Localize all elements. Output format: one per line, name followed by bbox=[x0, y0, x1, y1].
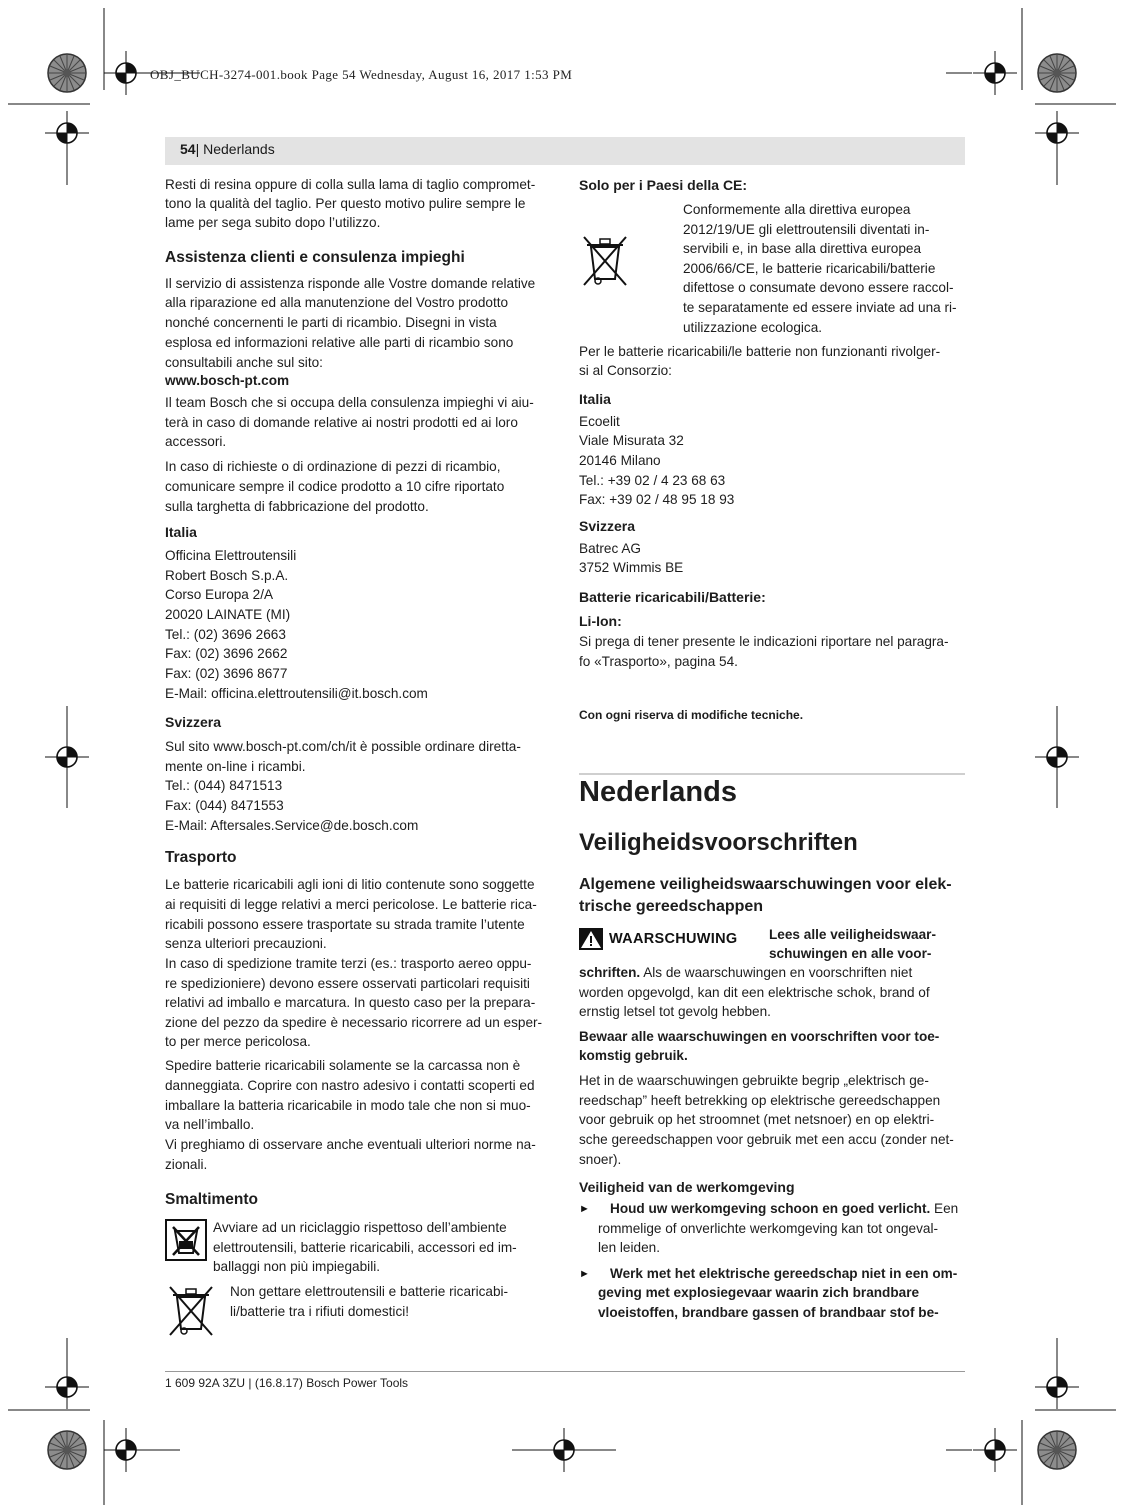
bullet-line: len leiden. bbox=[598, 1240, 660, 1255]
fax-line: Fax: (02) 3696 2662 bbox=[165, 646, 288, 661]
body-line: sche gereedschappen voor gebruik met een accu (zonder net- bbox=[579, 1132, 954, 1147]
crosshair-icon bbox=[542, 1428, 586, 1472]
body-line: In caso di richieste o di ordinazione di pezzi di ricambio, bbox=[165, 459, 501, 474]
bullet-arrow-icon: ► bbox=[579, 1268, 590, 1280]
address-line: 20020 LAINATE (MI) bbox=[165, 607, 291, 622]
registration-wheel-icon bbox=[1038, 54, 1076, 92]
page-footer: 1 609 92A 3ZU | (16.8.17) Bosch Power Tools bbox=[165, 1376, 409, 1390]
body-line: esplosa ed informazioni relative alle parti di ricambio sono bbox=[165, 335, 514, 350]
body-line: worden opgevolgd, kan dit een elektrische schok, brand of bbox=[579, 985, 930, 1000]
warning-text-rest: Als de waarschuwingen en voorschriften niet bbox=[640, 965, 913, 980]
crosshair-icon bbox=[973, 1428, 1017, 1472]
body-line: si al Consorzio: bbox=[579, 363, 672, 378]
bold-instruction: Bewaar alle waarschuwingen en voorschriften voor toe- bbox=[579, 1029, 940, 1044]
body-line: Le batterie ricaricabili agli ioni di litio contenute sono soggette bbox=[165, 877, 535, 892]
body-line: li/batterie tra i rifiuti domestici! bbox=[230, 1304, 410, 1319]
subheading-ce: Solo per i Paesi della CE: bbox=[579, 177, 748, 193]
body-line: Per le batterie ricaricabili/le batterie non funzionanti rivolger- bbox=[579, 344, 941, 359]
address-line: Officina Elettroutensili bbox=[165, 548, 297, 563]
body-line: elettroutensili, batterie ricaricabili, accessori ed im- bbox=[213, 1240, 517, 1255]
body-line: sulla targhetta di fabbricazione del prodotto. bbox=[165, 499, 429, 514]
crossed-bin-icon bbox=[579, 233, 631, 291]
warning-badge bbox=[579, 927, 755, 951]
body-line: terà in caso di domande relative ai nostri prodotti ed ai loro bbox=[165, 415, 518, 430]
body-line: snoer). bbox=[579, 1152, 622, 1167]
bullet-line: vloeistoffen, brandbare gassen of brandbaar stof be- bbox=[598, 1305, 939, 1320]
section-title: Veiligheidsvoorschriften bbox=[579, 829, 858, 856]
subheading-italia: Italia bbox=[579, 391, 611, 407]
body-line: accessori. bbox=[165, 434, 227, 449]
address-line: Viale Misurata 32 bbox=[579, 433, 684, 448]
body-line: ai requisiti di legge relativi a merci pericolose. Le batterie rica- bbox=[165, 897, 537, 912]
body-line: Spedire batterie ricaricabili solamente se la carcassa non è bbox=[165, 1058, 521, 1073]
bullet-rest: Een bbox=[930, 1201, 959, 1216]
recycling-icon bbox=[165, 1219, 207, 1261]
body-line: Resti di resina oppure di colla sulla lama di taglio compromet- bbox=[165, 177, 536, 192]
body-line: Avviare ad un riciclaggio rispettoso dell’ambiente bbox=[213, 1220, 507, 1235]
warning-label: WAARSCHUWING bbox=[609, 931, 738, 947]
section-name: | Nederlands bbox=[195, 141, 275, 157]
address-line: Robert Bosch S.p.A. bbox=[165, 568, 289, 583]
footer-rule bbox=[165, 1371, 965, 1372]
bold-instruction: komstig gebruik. bbox=[579, 1048, 688, 1063]
bullet-line: rommelige of onverlichte werkomgeving kan tot ongeval- bbox=[598, 1221, 939, 1236]
body-line: Sul sito www.bosch-pt.com/ch/it è possible ordinare diretta- bbox=[165, 739, 521, 754]
body-line: mente on-line i ricambi. bbox=[165, 759, 306, 774]
email-line: E-Mail: Aftersales.Service@de.bosch.com bbox=[165, 818, 419, 833]
body-line: zionali. bbox=[165, 1157, 208, 1172]
body-line: va nell’imballo. bbox=[165, 1117, 255, 1132]
email-line: E-Mail: officina.elettroutensili@it.bosch.com bbox=[165, 686, 428, 701]
warning-text: schuwingen en alle voor- bbox=[769, 946, 932, 961]
body-line: relativi ad imballo e marcatura. In questo caso per la prepara- bbox=[165, 995, 536, 1010]
body-line: ballaggi non più impiegabili. bbox=[213, 1259, 381, 1274]
body-line: nonché concernenti le parti di ricambio. Disegni in vista bbox=[165, 315, 497, 330]
crosshair-icon bbox=[104, 1428, 148, 1472]
subheading-italia: Italia bbox=[165, 524, 197, 540]
address-line: Ecoelit bbox=[579, 414, 620, 429]
body-line: fo «Trasporto», pagina 54. bbox=[579, 654, 738, 669]
body-line: Il servizio di assistenza risponde alle Vostre domande relative bbox=[165, 276, 536, 291]
body-line: to per merce pericolosa. bbox=[165, 1034, 311, 1049]
subheading-batterie: Batterie ricaricabili/Batterie: bbox=[579, 589, 766, 605]
registration-wheel-icon bbox=[1038, 1431, 1076, 1469]
body-line: 2006/66/CE, le batterie ricaricabili/batterie bbox=[683, 261, 936, 276]
address-line: 3752 Wimmis BE bbox=[579, 560, 684, 575]
body-line: In caso di spedizione tramite terzi (es.: trasporto aereo oppu- bbox=[165, 956, 532, 971]
crossed-bin-icon bbox=[165, 1283, 217, 1339]
page-header bbox=[180, 141, 275, 157]
body-line: Conformemente alla direttiva europea bbox=[683, 202, 911, 217]
body-line: voor gebruik op het stroomnet (met netsnoer) en op elektri- bbox=[579, 1112, 935, 1127]
crosshair-icon bbox=[973, 51, 1017, 95]
bullet-bold: Houd uw werkomgeving schoon en goed verlicht. bbox=[610, 1201, 931, 1216]
body-line: danneggiata. Coprire con nastro adesivo i contatti scoperti ed bbox=[165, 1078, 535, 1093]
subsection-title: Algemene veiligheidswaarschuwingen voor elek- bbox=[579, 876, 952, 893]
body-line: alla riparazione ed alla manutenzione del Vostro prodotto bbox=[165, 295, 509, 310]
body-line: Het in de waarschuwingen gebruikte begrip „elektrisch ge- bbox=[579, 1073, 929, 1088]
body-line: lame per sega subito dopo l’utilizzo. bbox=[165, 215, 381, 230]
body-line: reedschap” heeft betrekking op elektrische gereedschappen bbox=[579, 1093, 941, 1108]
body-line: consultabili anche sul sito: bbox=[165, 355, 323, 370]
body-line: servibili e, in base alla direttiva europea bbox=[683, 241, 922, 256]
phone-line: Tel.: +39 02 / 4 23 68 63 bbox=[579, 473, 726, 488]
warning-text-bold: schriften. bbox=[579, 965, 641, 980]
bullet-line: Werk met het elektrische gereedschap niet in een om- bbox=[610, 1266, 958, 1281]
crosshair-icon bbox=[1035, 1365, 1079, 1409]
body-line: senza ulteriori precauzioni. bbox=[165, 936, 327, 951]
body-line: utilizzazione ecologica. bbox=[683, 320, 823, 335]
body-line: zione del pezzo da spedire è necessario ricorrere ad un esper- bbox=[165, 1015, 543, 1030]
body-line: Vi preghiamo di osservare anche eventuali ulteriori norme na- bbox=[165, 1137, 536, 1152]
warning-text: Lees alle veiligheidswaar- bbox=[769, 927, 936, 942]
crosshair-icon bbox=[45, 111, 89, 155]
warning-triangle-icon bbox=[579, 928, 603, 950]
section-heading: Smaltimento bbox=[165, 1191, 259, 1208]
subheading-liion: Li-Ion: bbox=[579, 613, 622, 629]
address-line: 20146 Milano bbox=[579, 453, 661, 468]
body-line: imballare la batteria ricaricabile in modo tale che non si muo- bbox=[165, 1098, 531, 1113]
bullet-line: geving met explosiegevaar waarin zich brandbare bbox=[598, 1285, 920, 1300]
crosshair-icon bbox=[45, 1365, 89, 1409]
disclaimer: Con ogni riserva di modifiche tecniche. bbox=[579, 708, 804, 722]
crosshair-icon bbox=[1035, 735, 1079, 779]
subsection-title: trische gereedschappen bbox=[579, 898, 764, 915]
crosshair-icon bbox=[45, 735, 89, 779]
subheading-werkomgeving: Veiligheid van de werkomgeving bbox=[579, 1179, 795, 1195]
page-header-band bbox=[165, 137, 965, 165]
body-line: Si prega di tener presente le indicazioni riportare nel paragra- bbox=[579, 634, 949, 649]
fax-line: Fax: (02) 3696 8677 bbox=[165, 666, 288, 681]
bullet-arrow-icon: ► bbox=[579, 1203, 590, 1215]
body-line: tono la qualità del taglio. Per questo motivo pulire sempre le bbox=[165, 196, 526, 211]
body-line: comunicare sempre il codice prodotto a 10 cifre riportato bbox=[165, 479, 505, 494]
section-heading: Assistenza clienti e consulenza impieghi bbox=[165, 249, 465, 266]
website-url[interactable]: www.bosch-pt.com bbox=[165, 373, 290, 388]
crosshair-icon bbox=[1035, 111, 1079, 155]
address-line: Batrec AG bbox=[579, 541, 641, 556]
body-line bbox=[579, 963, 912, 983]
registration-wheel-icon bbox=[48, 54, 86, 92]
body-line: difettose o consumate devono essere raccol- bbox=[683, 280, 954, 295]
book-slug: OBJ_BUCH-3274-001.book Page 54 Wednesday, August 16, 2017 1:53 PM bbox=[150, 67, 573, 82]
chapter-title: Nederlands bbox=[579, 776, 737, 808]
page-number: 54 bbox=[180, 141, 196, 157]
section-heading: Trasporto bbox=[165, 849, 237, 866]
body-line: Il team Bosch che si occupa della consulenza impieghi vi aiu- bbox=[165, 395, 534, 410]
registration-wheel-icon bbox=[48, 1431, 86, 1469]
address-line: Corso Europa 2/A bbox=[165, 587, 274, 602]
body-line: ricabili possono essere trasportate su strada tramite l’utente bbox=[165, 917, 525, 932]
phone-line: Tel.: (02) 3696 2663 bbox=[165, 627, 286, 642]
subheading-svizzera: Svizzera bbox=[579, 518, 636, 534]
bullet-line bbox=[610, 1199, 958, 1219]
subheading-svizzera: Svizzera bbox=[165, 714, 222, 730]
crosshair-icon bbox=[104, 51, 148, 95]
body-line: re spedizioniere) devono essere osservati particolari requisiti bbox=[165, 976, 530, 991]
phone-line: Tel.: (044) 8471513 bbox=[165, 778, 283, 793]
fax-line: Fax: +39 02 / 48 95 18 93 bbox=[579, 492, 735, 507]
fax-line: Fax: (044) 8471553 bbox=[165, 798, 284, 813]
body-line: 2012/19/UE gli elettroutensili diventati in- bbox=[683, 222, 930, 237]
body-line: ernstig letsel tot gevolg hebben. bbox=[579, 1004, 771, 1019]
body-line: Non gettare elettroutensili e batterie ricaricabi- bbox=[230, 1284, 509, 1299]
body-line: te separatamente ed essere inviate ad una ri- bbox=[683, 300, 957, 315]
